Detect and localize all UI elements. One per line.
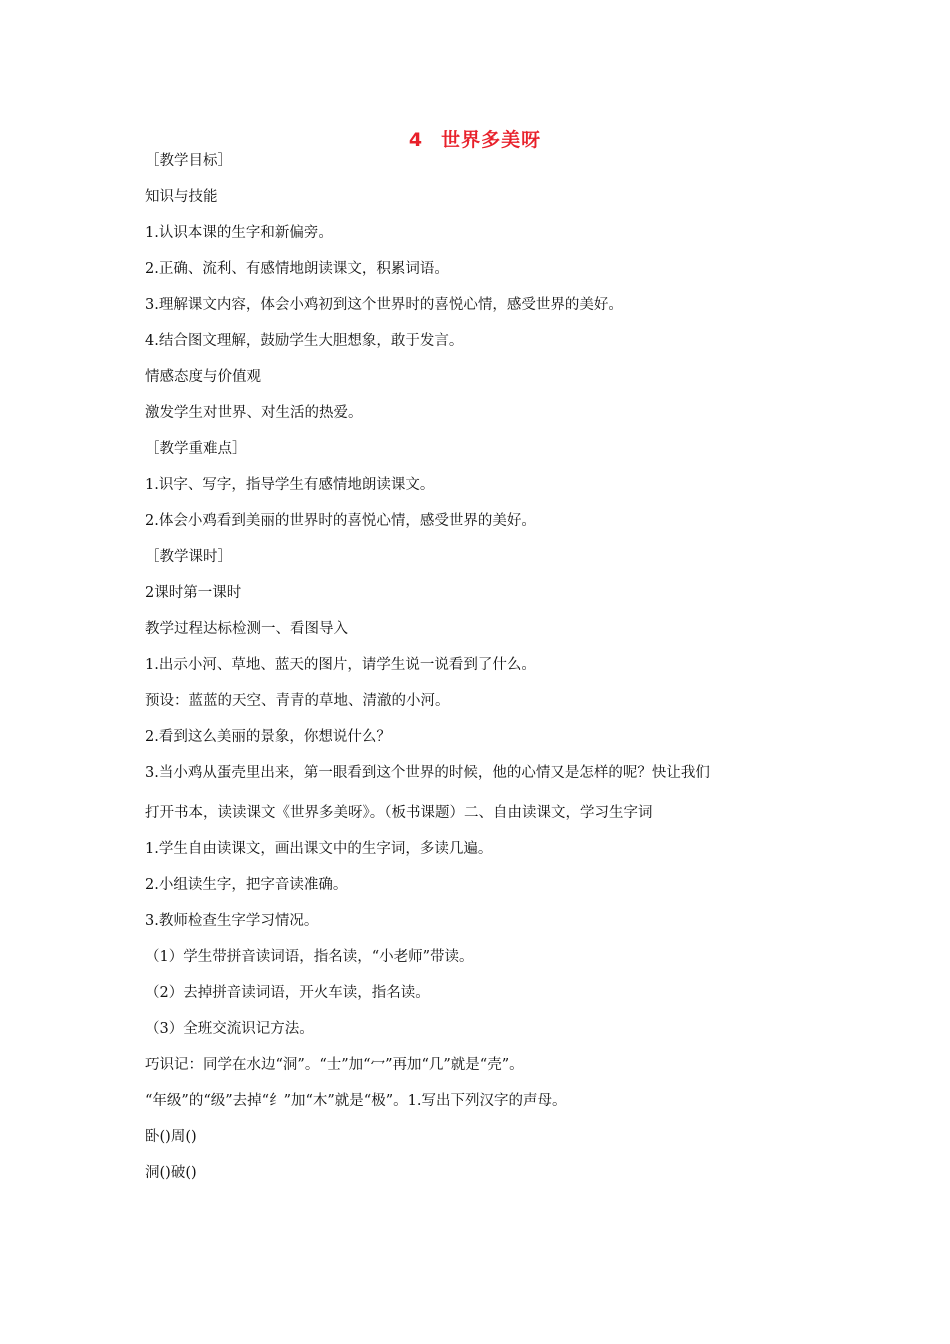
- paragraph-line: 2课时第一课时: [145, 585, 242, 601]
- page-title: [0, 125, 950, 152]
- title-text: 世界多美呀: [441, 129, 542, 151]
- paragraph-line: 预设：蓝蓝的天空、青青的草地、清澈的小河。: [145, 693, 450, 709]
- exercise-line: 卧()周(): [145, 1129, 197, 1145]
- paragraph-line: 2.小组读生字，把字音读准确。: [145, 877, 348, 893]
- paragraph-line: 巧识记：同学在水边“洞”。“士”加“冖”再加“几”就是“壳”。: [145, 1057, 524, 1073]
- paragraph-line: （1）学生带拼音读词语，指名读，“小老师”带读。: [145, 949, 474, 965]
- paragraph-line: 1.识字、写字，指导学生有感情地朗读课文。: [145, 477, 435, 493]
- paragraph-line: （2）去掉拼音读词语，开火车读，指名读。: [145, 985, 430, 1001]
- section-heading-periods: ［教学课时］: [145, 549, 232, 565]
- section-heading-key-points: ［教学重难点］: [145, 441, 247, 457]
- paragraph-line: “年级”的“级”去掉“纟”加“木”就是“极”。1.写出下列汉字的声母。: [145, 1093, 567, 1109]
- paragraph-line: 3.当小鸡从蛋壳里出来，第一眼看到这个世界的时候，他的心情又是怎样的呢？快让我们: [145, 765, 710, 781]
- paragraph-line: 2.看到这么美丽的景象，你想说什么？: [145, 729, 391, 745]
- subheading-knowledge-skills: 知识与技能: [145, 189, 218, 205]
- paragraph-line: 3.理解课文内容，体会小鸡初到这个世界时的喜悦心情，感受世界的美好。: [145, 297, 623, 313]
- subheading-attitude-values: 情感态度与价值观: [145, 369, 261, 385]
- paragraph-line: 2.正确、流利、有感情地朗读课文，积累词语。: [145, 261, 449, 277]
- section-heading-goals: ［教学目标］: [145, 153, 232, 169]
- exercise-line: 洞()破(): [145, 1165, 197, 1181]
- paragraph-line: 4.结合图文理解，鼓励学生大胆想象，敢于发言。: [145, 333, 464, 349]
- paragraph-line: 2.体会小鸡看到美丽的世界时的喜悦心情，感受世界的美好。: [145, 513, 536, 529]
- title-number: 4: [408, 129, 424, 151]
- paragraph-line: 打开书本，读读课文《世界多美呀》。（板书课题）二、自由读课文，学习生字词: [145, 805, 653, 821]
- paragraph-line: 激发学生对世界、对生活的热爱。: [145, 405, 363, 421]
- paragraph-line: 3.教师检查生字学习情况。: [145, 913, 319, 929]
- paragraph-line: 1.出示小河、草地、蓝天的图片，请学生说一说看到了什么。: [145, 657, 536, 673]
- paragraph-line: 1.认识本课的生字和新偏旁。: [145, 225, 333, 241]
- document-body: [145, 151, 825, 1199]
- paragraph-line: 1.学生自由读课文，画出课文中的生字词，多读几遍。: [145, 841, 493, 857]
- paragraph-line: 教学过程达标检测一、看图导入: [145, 621, 348, 637]
- paragraph-line: （3）全班交流识记方法。: [145, 1021, 314, 1037]
